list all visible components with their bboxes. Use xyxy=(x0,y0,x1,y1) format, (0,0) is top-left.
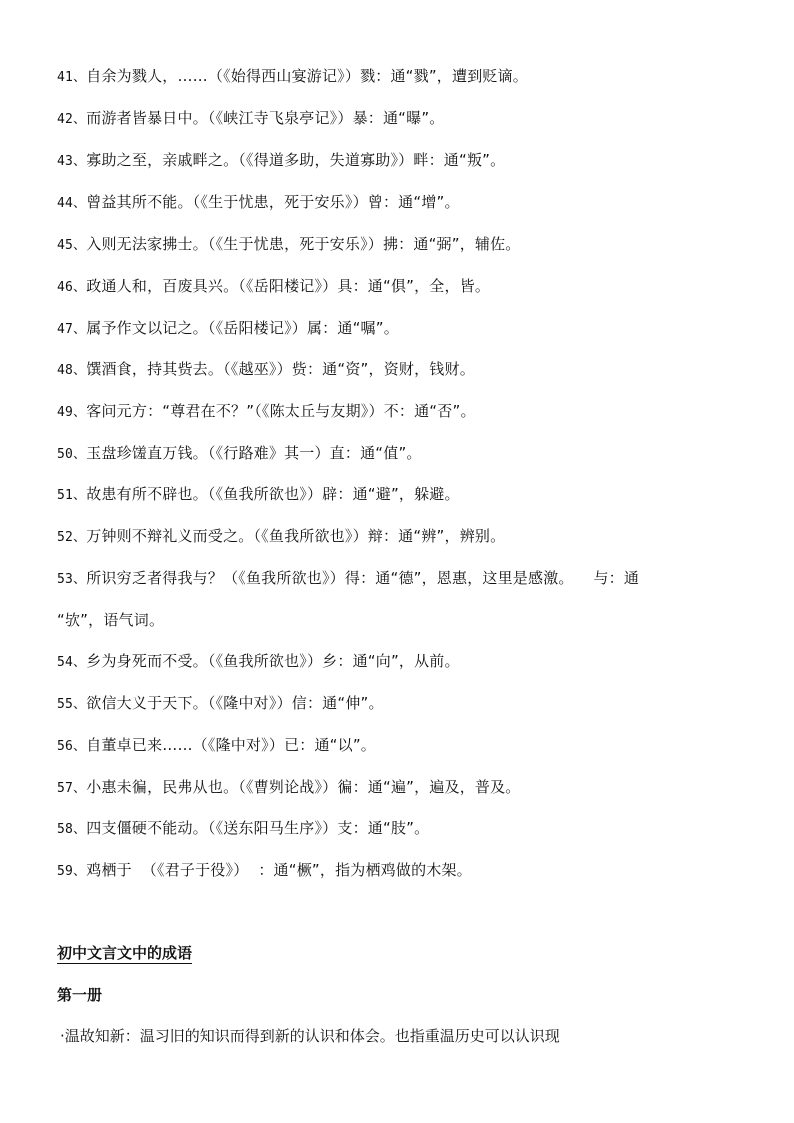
entry-text: 玉盘珍馐直万钱。（《行路难》其一）直：通“值”。 xyxy=(86,444,422,462)
entry-line xyxy=(57,192,754,214)
entry-number: 46、 xyxy=(57,280,87,295)
entry-number: 44、 xyxy=(57,196,87,211)
entry-number: 47、 xyxy=(57,322,87,337)
entry-number: 55、 xyxy=(57,697,87,712)
entry-text: 小惠未徧，民弗从也。（《曹刿论战》）徧：通“遍”，遍及，普及。 xyxy=(86,778,521,796)
entry-number: 51、 xyxy=(57,488,87,503)
entry-text: “欤”，语气词。 xyxy=(57,611,165,629)
entry-text: 属予作文以记之。（《岳阳楼记》）属：通“嘱”。 xyxy=(86,319,399,337)
entry-line xyxy=(57,777,754,799)
entry-text: 自余为戮人，……（《始得西山宴游记》）戮：通“戮”，遭到贬谪。 xyxy=(86,67,529,85)
entry-line xyxy=(57,568,754,590)
entry-number: 56、 xyxy=(57,739,87,754)
entry-line xyxy=(57,651,754,673)
entry-line xyxy=(57,860,754,882)
entry-number: 41、 xyxy=(57,70,87,85)
entry-number: 48、 xyxy=(57,363,87,378)
entry-text: 自董卓已来……（《隆中对》）已：通“以”。 xyxy=(86,736,377,754)
entry-text: 入则无法家拂士。（《生于忧患，死于安乐》）拂：通“弼”，辅佐。 xyxy=(86,235,521,253)
section-title-text: 初中文言文中的成语 xyxy=(57,944,193,962)
entry-line xyxy=(57,234,754,256)
entry-line xyxy=(57,526,754,548)
entry-number: 52、 xyxy=(57,530,87,545)
entry-number: 42、 xyxy=(57,112,87,127)
entry-line xyxy=(57,318,754,340)
entry-number: 58、 xyxy=(57,822,87,837)
entry-line xyxy=(57,484,754,506)
entry-number: 59、 xyxy=(57,864,87,879)
entry-line xyxy=(57,276,754,298)
entry-number: 49、 xyxy=(57,405,87,420)
entry-text: 寡助之至，亲戚畔之。（《得道多助，失道寡助》）畔：通“叛”。 xyxy=(86,151,506,169)
section-title xyxy=(57,943,192,963)
entry-text: 而游者皆暴日中。（《峡江寺飞泉亭记》）暴：通“曝”。 xyxy=(86,109,445,127)
entry-line xyxy=(57,735,754,757)
entry-number: 57、 xyxy=(57,781,87,796)
entry-text: 故患有所不辟也。（《鱼我所欲也》）辟：通“避”，躲避。 xyxy=(86,485,460,503)
entry-line xyxy=(57,693,754,715)
entry-line xyxy=(57,818,754,840)
entry-text: 万钟则不辩礼义而受之。（《鱼我所欲也》）辩：通“辨”，辨别。 xyxy=(86,527,506,545)
entry-text: 欲信大义于天下。（《隆中对》）信：通“伸”。 xyxy=(86,694,384,712)
entry-number: 53、 xyxy=(57,572,87,587)
entry-text: 馔酒食，持其赀去。（《越巫》）赀：通“资”，资财，钱财。 xyxy=(86,360,475,378)
entry-number: 54、 xyxy=(57,655,87,670)
entry-text: 鸡栖于 （《君子于役》） ：通“橛”，指为栖鸡做的木架。 xyxy=(86,861,472,879)
entry-text: 乡为身死而不受。（《鱼我所欲也》）乡：通“向”，从前。 xyxy=(86,652,460,670)
entry-line xyxy=(57,108,754,130)
entry-line xyxy=(57,443,754,465)
entry-text: 曾益其所不能。（《生于忧患，死于安乐》）曾：通“增”。 xyxy=(86,193,460,211)
entry-continuation-line xyxy=(57,610,754,632)
entry-text: 客问元方：“尊君在不？”（《陈太丘与友期》）不：通“否”。 xyxy=(86,402,476,420)
entry-number: 50、 xyxy=(57,447,87,462)
entry-text: 政通人和，百废具兴。（《岳阳楼记》）具：通“俱”，全，皆。 xyxy=(86,277,491,295)
entry-line xyxy=(57,359,754,381)
entry-line xyxy=(57,150,754,172)
entry-text: 四支僵硬不能动。（《送东阳马生序》）支：通“肢”。 xyxy=(86,819,430,837)
entry-number: 45、 xyxy=(57,238,87,253)
idiom-line: ·温故知新：温习旧的知识而得到新的认识和体会。也指重温历史可以认识现 xyxy=(60,1027,560,1045)
subsection-title: 第一册 xyxy=(57,986,103,1004)
entry-text: 所识穷乏者得我与？（《鱼我所欲也》）得：通“德”，恩惠，这里是感激。 与：通 xyxy=(86,569,640,587)
entry-line xyxy=(57,401,754,423)
entry-line xyxy=(57,66,754,88)
entry-number: 43、 xyxy=(57,154,87,169)
